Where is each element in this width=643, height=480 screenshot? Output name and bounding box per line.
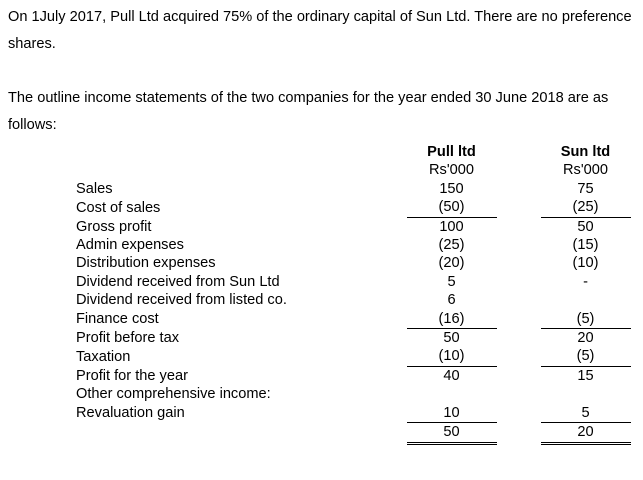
row-label: Gross profit xyxy=(76,218,152,235)
sun-value: (10) xyxy=(572,255,599,272)
sun-value: 50 xyxy=(577,218,594,235)
table-row xyxy=(76,291,633,309)
column-unit-sun: Rs'000 xyxy=(563,162,608,179)
row-label xyxy=(76,423,404,444)
pull-value: (10) xyxy=(407,347,497,366)
intro-paragraph: On 1July 2017, Pull Ltd acquired 75% of the ordinary capital of Sun Ltd. There are no preference shares. xyxy=(8,9,632,52)
pull-value: (50) xyxy=(407,198,497,217)
row-label: Revaluation gain xyxy=(76,405,185,422)
sun-value: 75 xyxy=(577,180,594,197)
pull-value: 100 xyxy=(439,218,464,235)
row-label: Sales xyxy=(76,180,113,197)
row-label: Finance cost xyxy=(76,311,159,328)
column-header-pull: Pull ltd xyxy=(427,144,476,160)
table-row xyxy=(76,385,633,403)
pull-value: (16) xyxy=(407,310,497,329)
sun-value: (25) xyxy=(541,198,631,217)
table-row xyxy=(76,310,633,329)
row-label: Other comprehensive income: xyxy=(76,386,271,403)
table-header-row xyxy=(76,143,633,161)
sun-value: 15 xyxy=(577,367,594,384)
table-row xyxy=(76,367,633,385)
sun-value: (5) xyxy=(541,347,631,366)
table-row xyxy=(76,198,633,217)
table-row xyxy=(76,404,633,423)
column-unit-pull: Rs'000 xyxy=(429,162,474,179)
row-label: Dividend received from Sun Ltd xyxy=(76,273,280,290)
sun-value: 20 xyxy=(541,423,631,444)
table-row xyxy=(76,329,633,347)
table-row xyxy=(76,180,633,198)
sun-value: - xyxy=(583,273,588,290)
sun-value: (15) xyxy=(572,237,599,254)
sun-value: 20 xyxy=(577,330,594,347)
table-row xyxy=(76,236,633,254)
income-statement-table xyxy=(76,143,633,445)
pull-value: 50 xyxy=(443,330,460,347)
statement-intro-paragraph: The outline income statements of the two companies for the year ended 30 June 2018 are as follows: xyxy=(8,90,609,133)
pull-value: 10 xyxy=(407,404,497,423)
row-label: Taxation xyxy=(76,348,131,365)
pull-value: (20) xyxy=(438,255,465,272)
pull-value: (25) xyxy=(438,237,465,254)
row-label: Cost of sales xyxy=(76,199,161,216)
pull-value: 150 xyxy=(439,180,464,197)
table-row-total xyxy=(76,423,633,444)
sun-value: (5) xyxy=(541,310,631,329)
row-label: Admin expenses xyxy=(76,237,184,254)
table-unit-row xyxy=(76,161,633,179)
pull-value: 5 xyxy=(447,273,456,290)
row-label: Dividend received from listed co. xyxy=(76,292,287,309)
sun-value: 5 xyxy=(541,404,631,423)
row-label: Distribution expenses xyxy=(76,255,216,272)
table-row xyxy=(76,254,633,272)
table-row xyxy=(76,347,633,366)
pull-value: 50 xyxy=(407,423,497,444)
column-header-sun: Sun ltd xyxy=(560,144,611,160)
table-row xyxy=(76,273,633,291)
table-row xyxy=(76,218,633,236)
pull-value: 6 xyxy=(447,292,456,309)
row-label: Profit before tax xyxy=(76,330,180,347)
pull-value: 40 xyxy=(443,367,460,384)
row-label: Profit for the year xyxy=(76,367,188,384)
